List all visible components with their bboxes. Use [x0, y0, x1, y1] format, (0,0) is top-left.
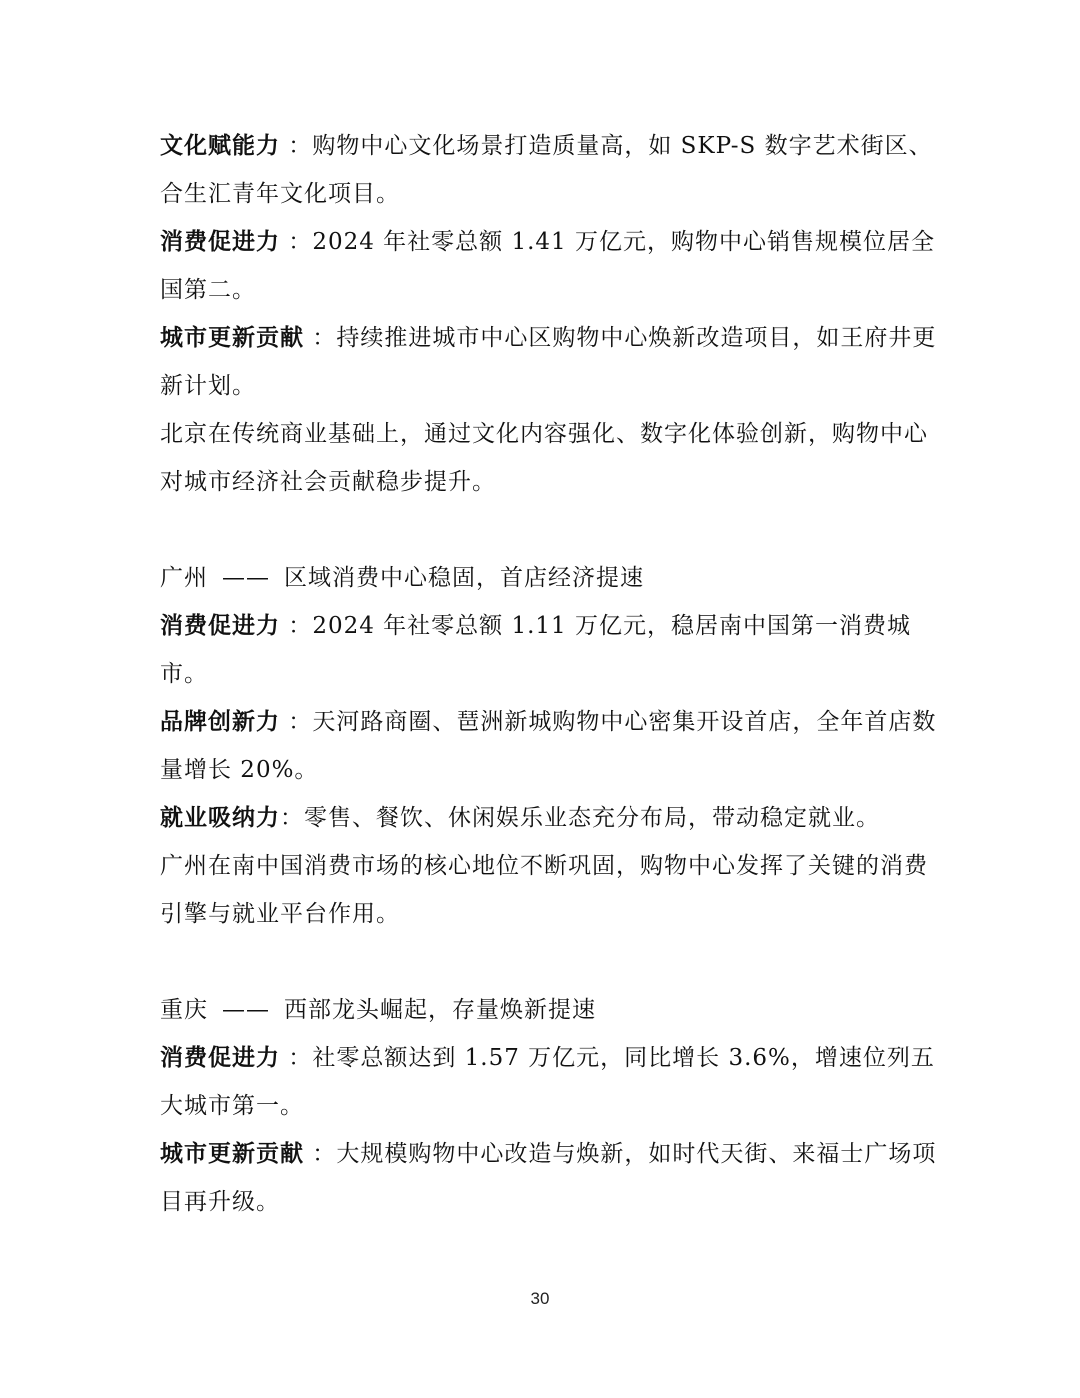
- city-name: 重庆: [160, 997, 208, 1023]
- chongqing-item-consumption: [160, 1034, 940, 1130]
- guangzhou-item-brand: [160, 698, 940, 794]
- item-separator: ：: [304, 1141, 337, 1167]
- item-text: 大规模购物中心改造与焕新，如时代天街、来福士广场项目再升级。: [160, 1141, 937, 1215]
- beijing-item-renewal: [160, 314, 940, 410]
- item-label: 城市更新贡献: [160, 1141, 304, 1167]
- chongqing-item-renewal: [160, 1130, 940, 1226]
- beijing-item-culture: [160, 122, 940, 218]
- item-label: 品牌创新力: [160, 709, 280, 735]
- item-separator: ：: [304, 325, 337, 351]
- item-separator: ：: [280, 709, 313, 735]
- section-gap: [160, 506, 940, 554]
- page-content: [160, 122, 940, 1226]
- item-separator: ：: [280, 1045, 313, 1071]
- chongqing-heading: [160, 986, 940, 1034]
- heading-dash: ——: [222, 565, 270, 591]
- heading-dash: ——: [222, 997, 270, 1023]
- beijing-item-consumption: [160, 218, 940, 314]
- item-label: 消费促进力: [160, 1045, 280, 1071]
- item-label: 就业吸纳力: [160, 805, 280, 831]
- item-label: 消费促进力: [160, 229, 280, 255]
- item-separator: ：: [280, 133, 313, 159]
- guangzhou-item-consumption: [160, 602, 940, 698]
- item-text: 购物中心文化场景打造质量高，如 SKP-S 数字艺术街区、合生汇青年文化项目。: [160, 133, 933, 207]
- item-label: 城市更新贡献: [160, 325, 304, 351]
- city-headline: 区域消费中心稳固，首店经济提速: [284, 565, 644, 591]
- beijing-summary: 北京在传统商业基础上，通过文化内容强化、数字化体验创新，购物中心对城市经济社会贡献稳步提升。: [160, 421, 928, 495]
- item-label: 文化赋能力: [160, 133, 280, 159]
- page-number: 30: [530, 1289, 550, 1308]
- city-headline: 西部龙头崛起，存量焕新提速: [284, 997, 596, 1023]
- item-text: 2024 年社零总额 1.41 万亿元，购物中心销售规模位居全国第二。: [160, 229, 935, 303]
- item-separator: ：: [280, 229, 313, 255]
- item-separator: ：: [280, 613, 313, 639]
- item-text: 2024 年社零总额 1.11 万亿元，稳居南中国第一消费城市。: [160, 613, 911, 687]
- item-text: 零售、餐饮、休闲娱乐业态充分布局，带动稳定就业。: [304, 805, 880, 831]
- guangzhou-item-employment: [160, 794, 940, 842]
- city-name: 广州: [160, 565, 208, 591]
- guangzhou-summary: 广州在南中国消费市场的核心地位不断巩固，购物中心发挥了关键的消费引擎与就业平台作用。: [160, 853, 928, 927]
- item-separator: ：: [280, 805, 304, 831]
- item-text: 天河路商圈、琶洲新城购物中心密集开设首店，全年首店数量增长 20%。: [160, 709, 937, 783]
- item-text: 持续推进城市中心区购物中心焕新改造项目，如王府井更新计划。: [160, 325, 937, 399]
- item-text: 社零总额达到 1.57 万亿元，同比增长 3.6%，增速位列五大城市第一。: [160, 1045, 935, 1119]
- item-label: 消费促进力: [160, 613, 280, 639]
- section-gap: [160, 938, 940, 986]
- guangzhou-heading: [160, 554, 940, 602]
